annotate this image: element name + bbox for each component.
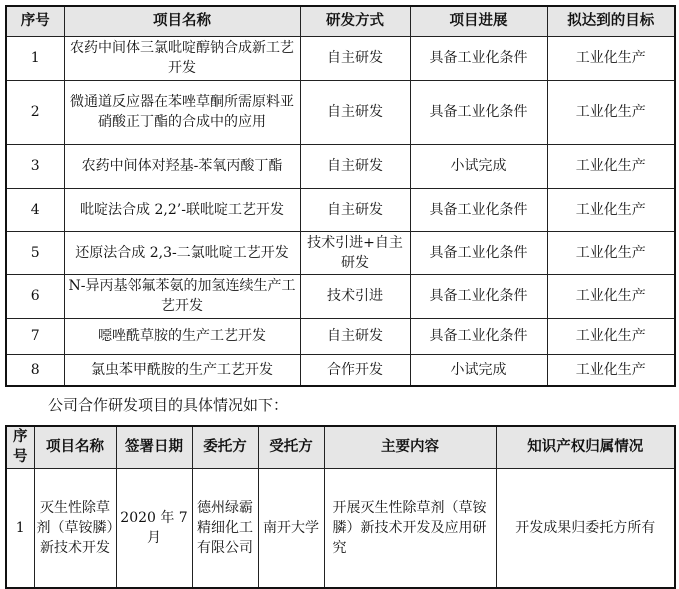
- cell-progress: 具备工业化条件: [410, 36, 547, 80]
- cell-project-name: 氯虫苯甲酰胺的生产工艺开发: [64, 354, 300, 386]
- cell-index: 8: [6, 354, 64, 386]
- cell-sign-date: 2020 年 7 月: [116, 468, 192, 588]
- cell-project-name: 噁唑酰草胺的生产工艺开发: [64, 318, 300, 354]
- cell-index: 4: [6, 188, 64, 231]
- cell-method: 技术引进+自主研发: [300, 231, 410, 274]
- cell-project-name: 农药中间体三氯吡啶醇钠合成新工艺开发: [64, 36, 300, 80]
- cell-method: 合作开发: [300, 354, 410, 386]
- col-header-index: 序号: [6, 6, 64, 36]
- table-row: [6, 231, 675, 274]
- cell-target: 工业化生产: [547, 354, 675, 386]
- cell-method: 自主研发: [300, 36, 410, 80]
- col-header-target: 拟达到的目标: [547, 6, 675, 36]
- cell-ip-ownership: 开发成果归委托方所有: [496, 468, 675, 588]
- col-header-contractor: 受托方: [258, 426, 324, 468]
- table-row: [6, 188, 675, 231]
- col-header-sign-date: 签署日期: [116, 426, 192, 468]
- table-row: [6, 468, 675, 588]
- cell-index: 6: [6, 274, 64, 318]
- col-header-project-name: 项目名称: [34, 426, 116, 468]
- col-header-index: 序号: [6, 426, 34, 468]
- cell-project-name: 微通道反应器在苯唑草酮所需原料亚硝酸正丁酯的合成中的应用: [64, 80, 300, 144]
- table-row: [6, 36, 675, 80]
- cell-index: 5: [6, 231, 64, 274]
- cell-target: 工业化生产: [547, 36, 675, 80]
- cell-project-name: 吡啶法合成 2,2’-联吡啶工艺开发: [64, 188, 300, 231]
- table-row: [6, 144, 675, 188]
- cell-target: 工业化生产: [547, 274, 675, 318]
- table-row: [6, 318, 675, 354]
- cell-progress: 具备工业化条件: [410, 231, 547, 274]
- cell-target: 工业化生产: [547, 80, 675, 144]
- table-row: [6, 274, 675, 318]
- cell-content: 开展灭生性除草剂（草铵膦）新技术开发及应用研究: [324, 468, 496, 588]
- cell-progress: 小试完成: [410, 144, 547, 188]
- cell-index: 2: [6, 80, 64, 144]
- cell-project-name: 还原法合成 2,3-二氯吡啶工艺开发: [64, 231, 300, 274]
- cell-progress: 具备工业化条件: [410, 274, 547, 318]
- cell-target: 工业化生产: [547, 318, 675, 354]
- cell-target: 工业化生产: [547, 144, 675, 188]
- col-header-ip-ownership: 知识产权归属情况: [496, 426, 675, 468]
- table-header-row: [6, 426, 675, 468]
- cell-progress: 具备工业化条件: [410, 80, 547, 144]
- cooperation-intro-paragraph: 公司合作研发项目的具体情况如下：: [48, 396, 289, 414]
- cell-project-name: N-异丙基邻氟苯氨的加氢连续生产工艺开发: [64, 274, 300, 318]
- cell-project-name: 农药中间体对羟基-苯氧丙酸丁酯: [64, 144, 300, 188]
- cell-index: 3: [6, 144, 64, 188]
- cell-method: 自主研发: [300, 144, 410, 188]
- cell-index: 7: [6, 318, 64, 354]
- col-header-project-name: 项目名称: [64, 6, 300, 36]
- cell-progress: 小试完成: [410, 354, 547, 386]
- col-header-client: 委托方: [192, 426, 258, 468]
- table-row: [6, 80, 675, 144]
- cell-client: 德州绿霸精细化工有限公司: [192, 468, 258, 588]
- cell-progress: 具备工业化条件: [410, 188, 547, 231]
- table-row: [6, 354, 675, 386]
- cell-target: 工业化生产: [547, 188, 675, 231]
- cell-method: 自主研发: [300, 318, 410, 354]
- col-header-content: 主要内容: [324, 426, 496, 468]
- cooperation-projects-table: [5, 425, 676, 589]
- cell-index: 1: [6, 36, 64, 80]
- cell-method: 技术引进: [300, 274, 410, 318]
- cell-project-name: 灭生性除草剂（草铵膦）新技术开发: [34, 468, 116, 588]
- table-header-row: [6, 6, 675, 36]
- col-header-method: 研发方式: [300, 6, 410, 36]
- cell-index: 1: [6, 468, 34, 588]
- cell-method: 自主研发: [300, 188, 410, 231]
- rd-projects-table: [5, 5, 676, 387]
- cell-progress: 具备工业化条件: [410, 318, 547, 354]
- cell-method: 自主研发: [300, 80, 410, 144]
- col-header-progress: 项目进展: [410, 6, 547, 36]
- cell-target: 工业化生产: [547, 231, 675, 274]
- cell-contractor: 南开大学: [258, 468, 324, 588]
